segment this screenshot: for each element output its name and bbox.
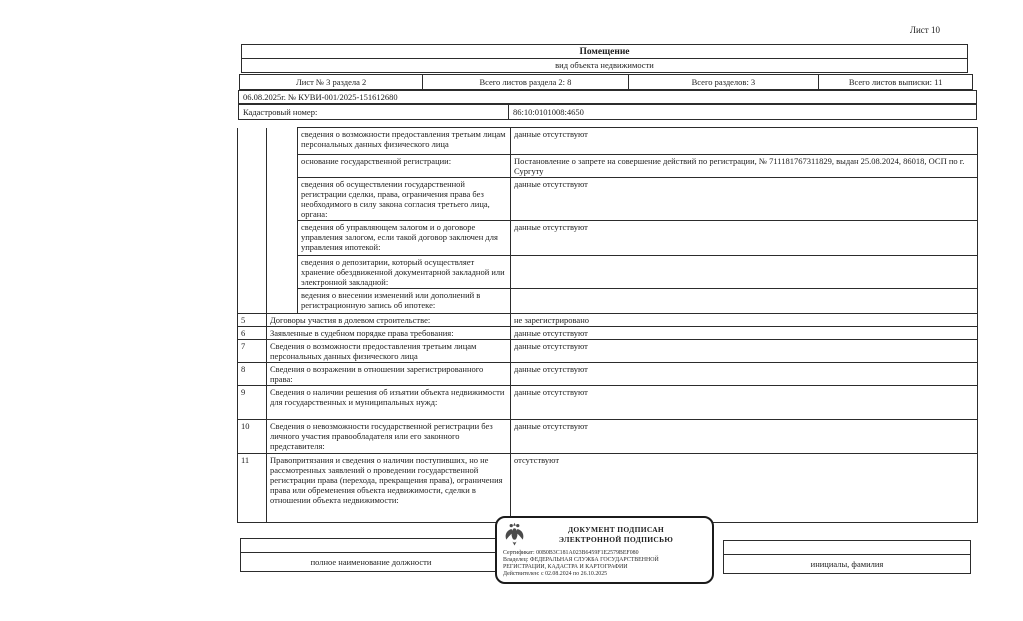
stamp-title-line2: ЭЛЕКТРОННОЙ ПОДПИСЬЮ — [558, 534, 674, 544]
row-number: 11 — [238, 454, 267, 523]
table-sub-row — [238, 178, 978, 221]
row-number: 8 — [238, 363, 267, 386]
row-number: 5 — [238, 314, 267, 327]
table-sub-row — [238, 155, 978, 178]
document-page — [237, 24, 978, 599]
cadastral-row — [238, 104, 977, 120]
signature-name-line — [723, 540, 971, 555]
table-sub-row — [238, 221, 978, 256]
signature-position-caption: полное наименование должности — [240, 553, 502, 572]
indent-cell — [267, 289, 298, 314]
row-label: сведения об управляющем залогом и о договоре управления залогом, если такой договор заключен для управления ипотекой: — [298, 221, 511, 256]
table-row — [238, 327, 978, 340]
row-label: Заявленные в судебном порядке права требования: — [267, 327, 511, 340]
sheet-number: Лист 10 — [909, 25, 940, 35]
row-value: отсутствуют — [511, 454, 978, 523]
coat-of-arms-icon — [503, 521, 526, 548]
row-value — [511, 256, 978, 289]
stamp-owner-line2: РЕГИСТРАЦИИ, КАДАСТРА И КАРТОГРАФИИ — [503, 564, 628, 570]
table-sub-row — [238, 289, 978, 314]
row-number-cell — [238, 289, 267, 314]
header-cell-sections: Всего разделов: 3 — [628, 74, 820, 90]
indent-cell — [267, 155, 298, 178]
signature-position-line — [240, 538, 502, 553]
indent-cell — [267, 128, 298, 155]
header-cells-row — [239, 74, 976, 90]
table-row — [238, 363, 978, 386]
stamp-certificate: Сертификат: 00B0B3C181A023B6459F1E2579BEF080 — [503, 550, 639, 556]
row-label: Сведения о невозможности государственной регистрации без личного участия правообладателя или его законного представителя: — [267, 420, 511, 454]
row-value: Постановление о запрете на совершение действий по регистрации, № 711181767311829, выдан 25.08.2024, 86018, ОСП по г. Сургуту — [511, 155, 978, 178]
row-number: 9 — [238, 386, 267, 420]
digital-signature-stamp — [495, 516, 714, 584]
row-label: Договоры участия в долевом строительстве: — [267, 314, 511, 327]
row-label: сведения о депозитарии, который осуществляет хранение обездвиженной документарной закладной или электронной закладной: — [298, 256, 511, 289]
row-number: 7 — [238, 340, 267, 363]
indent-cell — [267, 221, 298, 256]
indent-cell — [267, 178, 298, 221]
table-row — [238, 340, 978, 363]
stamp-owner-line1: Владелец: ФЕДЕРАЛЬНАЯ СЛУЖБА ГОСУДАРСТВЕННОЙ — [503, 557, 659, 563]
row-value: данные отсутствуют — [511, 221, 978, 256]
row-value: данные отсутствуют — [511, 178, 978, 221]
row-label: основание государственной регистрации: — [298, 155, 511, 178]
cadastral-value: 86:10:0101008:4650 — [508, 104, 977, 120]
stamp-validity: Действителен: с 02.08.2024 по 26.10.2025 — [503, 571, 608, 577]
row-value: данные отсутствуют — [511, 128, 978, 155]
indent-cell — [267, 256, 298, 289]
signature-name-caption: инициалы, фамилия — [723, 555, 971, 574]
table-sub-row — [238, 256, 978, 289]
row-label: Правопритязания и сведения о наличии поступивших, но не рассмотренных заявлений о проведении государственной регистрации права (перехода, прекращения права), ограничения права или обременения объекта недвижимости, сделки в отношении объекта недвижимости: — [267, 454, 511, 523]
table-sub-row — [238, 128, 978, 155]
row-value: данные отсутствуют — [511, 363, 978, 386]
document-number-line: 06.08.2025г. № КУВИ-001/2025-151612680 — [238, 90, 977, 104]
row-number-cell — [238, 221, 267, 256]
row-value: данные отсутствуют — [511, 420, 978, 454]
row-number-cell — [238, 128, 267, 155]
row-label: сведения об осуществлении государственной регистрации сделки, права, ограничения права без необходимого в силу закона согласия третьего лица, органа: — [298, 178, 511, 221]
table-row — [238, 420, 978, 454]
table-row — [238, 454, 978, 523]
main-table — [237, 127, 977, 523]
row-label: Сведения о возражении в отношении зарегистрированного права: — [267, 363, 511, 386]
header-cell-sheet: Лист № 3 раздела 2 — [239, 74, 423, 90]
table-row — [238, 386, 978, 420]
table-row — [238, 314, 978, 327]
row-value: данные отсутствуют — [511, 340, 978, 363]
row-number: 6 — [238, 327, 267, 340]
row-value — [511, 289, 978, 314]
row-number: 10 — [238, 420, 267, 454]
object-type-box — [241, 44, 968, 73]
row-value: не зарегистрировано — [511, 314, 978, 327]
signature-name-block — [723, 540, 971, 574]
row-label: сведения о возможности предоставления третьим лицам персональных данных физического лица — [298, 128, 511, 155]
stamp-title — [526, 525, 706, 544]
object-type-caption: вид объекта недвижимости — [555, 60, 654, 70]
object-type: Помещение — [242, 45, 967, 59]
row-value: данные отсутствуют — [511, 327, 978, 340]
row-number-cell — [238, 178, 267, 221]
stamp-title-line1: ДОКУМЕНТ ПОДПИСАН — [567, 525, 665, 534]
row-number-cell — [238, 155, 267, 178]
cadastral-label: Кадастровый номер: — [238, 104, 509, 120]
row-label: Сведения о наличии решения об изъятии объекта недвижимости для государственных и муниципальных нужд: — [267, 386, 511, 420]
row-value: данные отсутствуют — [511, 386, 978, 420]
row-label: Сведения о возможности предоставления третьим лицам персональных данных физического лица — [267, 340, 511, 363]
row-number-cell — [238, 256, 267, 289]
header-cell-section-sheets: Всего листов раздела 2: 8 — [422, 74, 628, 90]
header-cell-total-sheets: Всего листов выписки: 11 — [818, 74, 973, 90]
signature-position-block — [240, 538, 502, 572]
row-label: ведения о внесении изменений или дополнений в регистрационную запись об ипотеке: — [298, 289, 511, 314]
